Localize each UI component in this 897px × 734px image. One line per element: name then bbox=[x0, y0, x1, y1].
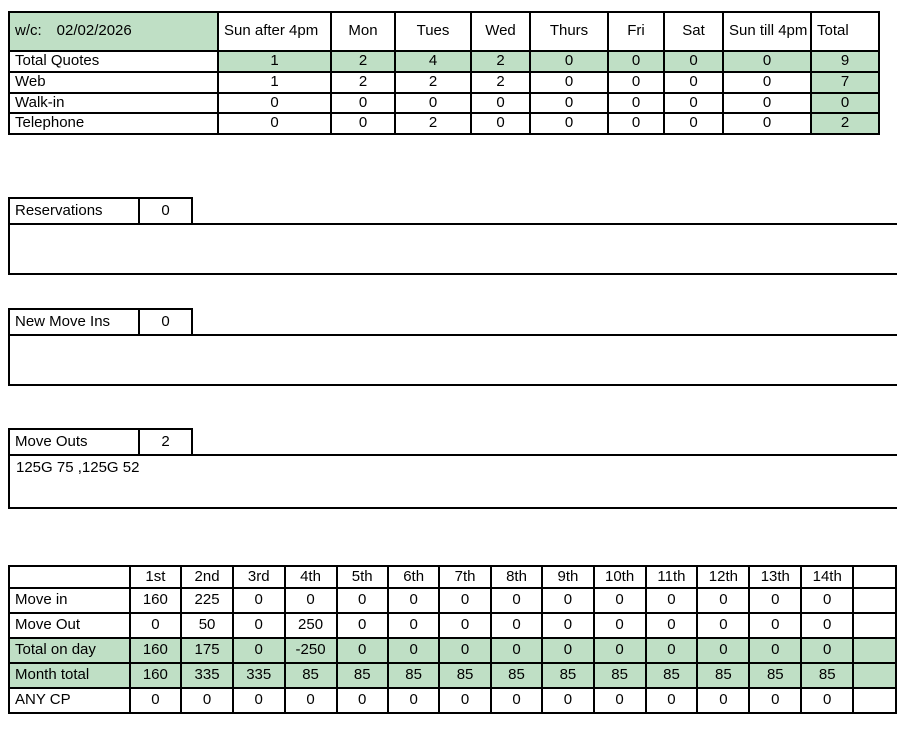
value-cell[interactable]: 160 bbox=[130, 638, 182, 663]
day-header-cell[interactable]: Tues bbox=[395, 12, 471, 51]
value-cell[interactable]: 0 bbox=[439, 613, 490, 638]
value-cell[interactable]: 0 bbox=[801, 688, 853, 713]
value-cell[interactable]: 0 bbox=[697, 588, 749, 613]
row-label-cell[interactable]: Total Quotes bbox=[9, 51, 218, 72]
value-cell[interactable]: 0 bbox=[542, 688, 593, 713]
value-cell[interactable]: 0 bbox=[664, 93, 723, 114]
move-outs-note-box[interactable]: 125G 75 ,125G 52 bbox=[8, 454, 897, 509]
value-cell[interactable]: 0 bbox=[608, 93, 664, 114]
value-cell[interactable]: 85 bbox=[388, 663, 439, 688]
value-cell[interactable]: 85 bbox=[285, 663, 337, 688]
day-number-header-cell[interactable]: 14th bbox=[801, 566, 853, 588]
month-table-row bbox=[9, 638, 896, 663]
value-cell[interactable]: 0 bbox=[530, 72, 608, 93]
month-table-row bbox=[9, 688, 896, 713]
value-cell[interactable]: 0 bbox=[530, 93, 608, 114]
day-header-cell[interactable]: Sun till 4pm bbox=[723, 12, 811, 51]
value-cell[interactable]: 0 bbox=[530, 113, 608, 134]
value-cell[interactable]: 335 bbox=[233, 663, 285, 688]
value-cell[interactable]: 0 bbox=[697, 638, 749, 663]
value-cell[interactable]: 0 bbox=[388, 613, 439, 638]
row-label-cell[interactable]: Total on day bbox=[9, 638, 130, 663]
monthly-totals-table bbox=[8, 565, 897, 714]
value-cell[interactable]: 250 bbox=[285, 613, 337, 638]
value-cell[interactable]: 0 bbox=[233, 688, 285, 713]
value-cell[interactable]: 0 bbox=[664, 113, 723, 134]
clipped-cell[interactable] bbox=[853, 613, 896, 638]
reservations-label-cell[interactable]: Reservations bbox=[9, 198, 139, 224]
value-cell[interactable]: 175 bbox=[181, 638, 233, 663]
value-cell[interactable]: 0 bbox=[491, 588, 542, 613]
value-cell[interactable]: 0 bbox=[749, 638, 801, 663]
value-cell[interactable]: 0 bbox=[337, 638, 388, 663]
reservations-count-cell[interactable]: 0 bbox=[139, 198, 192, 224]
value-cell[interactable]: 85 bbox=[337, 663, 388, 688]
value-cell[interactable]: 85 bbox=[801, 663, 853, 688]
day-header-cell[interactable]: Mon bbox=[331, 12, 395, 51]
day-number-header-cell[interactable]: 11th bbox=[646, 566, 698, 588]
value-cell[interactable]: 0 bbox=[594, 638, 646, 663]
value-cell[interactable]: 85 bbox=[594, 663, 646, 688]
value-cell[interactable]: 85 bbox=[542, 663, 593, 688]
day-header-cell[interactable]: Sun after 4pm bbox=[218, 12, 331, 51]
value-cell[interactable]: 0 bbox=[594, 688, 646, 713]
value-cell[interactable]: 1 bbox=[218, 72, 331, 93]
week-table-row bbox=[9, 93, 879, 114]
value-cell[interactable]: 0 bbox=[608, 72, 664, 93]
row-label-cell[interactable]: Walk-in bbox=[9, 93, 218, 114]
week-commencing-date: 02/02/2026 bbox=[56, 22, 132, 40]
value-cell[interactable]: 50 bbox=[181, 613, 233, 638]
value-cell[interactable]: 0 bbox=[594, 613, 646, 638]
value-cell[interactable]: 0 bbox=[608, 51, 664, 72]
value-cell[interactable]: 0 bbox=[439, 588, 490, 613]
weekly-quotes-table bbox=[8, 11, 880, 135]
value-cell[interactable]: 0 bbox=[697, 613, 749, 638]
day-number-header-cell[interactable]: 6th bbox=[388, 566, 439, 588]
row-label-cell[interactable]: Move Out bbox=[9, 613, 130, 638]
value-cell[interactable]: 2 bbox=[331, 51, 395, 72]
reservations-count-row bbox=[9, 198, 192, 224]
day-number-header-cell[interactable]: 12th bbox=[697, 566, 749, 588]
clipped-cell[interactable] bbox=[853, 663, 896, 688]
value-cell[interactable]: 0 bbox=[285, 688, 337, 713]
day-number-header-cell[interactable]: 13th bbox=[749, 566, 801, 588]
value-cell[interactable]: 0 bbox=[646, 588, 698, 613]
value-cell[interactable]: 0 bbox=[233, 638, 285, 663]
clipped-cell[interactable] bbox=[853, 688, 896, 713]
value-cell[interactable]: 2 bbox=[395, 72, 471, 93]
month-header-row bbox=[9, 566, 896, 588]
value-cell[interactable]: 0 bbox=[471, 113, 530, 134]
value-cell[interactable]: 0 bbox=[723, 51, 811, 72]
day-header-cell[interactable]: Wed bbox=[471, 12, 530, 51]
move-outs-count-cell[interactable]: 2 bbox=[139, 429, 192, 455]
value-cell[interactable]: 0 bbox=[608, 113, 664, 134]
value-cell[interactable]: 85 bbox=[646, 663, 698, 688]
month-table-row bbox=[9, 663, 896, 688]
value-cell[interactable]: 0 bbox=[181, 688, 233, 713]
value-cell[interactable]: 0 bbox=[439, 688, 490, 713]
clipped-cell[interactable] bbox=[853, 588, 896, 613]
value-cell[interactable]: 0 bbox=[491, 613, 542, 638]
month-table-row bbox=[9, 613, 896, 638]
day-number-header-cell[interactable]: 3rd bbox=[233, 566, 285, 588]
value-cell[interactable]: 0 bbox=[388, 638, 439, 663]
value-cell[interactable]: 0 bbox=[439, 638, 490, 663]
row-label-cell[interactable]: ANY CP bbox=[9, 688, 130, 713]
day-number-header-cell[interactable]: 1st bbox=[130, 566, 182, 588]
move-outs-label-cell[interactable]: Move Outs bbox=[9, 429, 139, 455]
value-cell[interactable]: 0 bbox=[491, 638, 542, 663]
new-move-ins-section bbox=[8, 308, 897, 386]
day-number-header-cell[interactable]: 4th bbox=[285, 566, 337, 588]
reservations-section bbox=[8, 197, 897, 275]
value-cell[interactable]: 0 bbox=[130, 688, 182, 713]
value-cell[interactable]: 0 bbox=[395, 93, 471, 114]
row-label-cell[interactable]: Move in bbox=[9, 588, 130, 613]
value-cell[interactable]: 0 bbox=[337, 688, 388, 713]
value-cell[interactable]: 0 bbox=[723, 93, 811, 114]
value-cell[interactable]: 0 bbox=[811, 93, 879, 114]
value-cell[interactable]: 9 bbox=[811, 51, 879, 72]
month-table-row bbox=[9, 588, 896, 613]
day-number-header-cell[interactable]: 9th bbox=[542, 566, 593, 588]
value-cell[interactable]: 160 bbox=[130, 663, 182, 688]
value-cell[interactable]: 0 bbox=[542, 613, 593, 638]
clipped-cell[interactable] bbox=[853, 638, 896, 663]
week-table-row bbox=[9, 72, 879, 93]
value-cell[interactable]: 0 bbox=[749, 613, 801, 638]
value-cell[interactable]: 0 bbox=[337, 613, 388, 638]
value-cell[interactable]: 0 bbox=[697, 688, 749, 713]
day-header-cell[interactable]: Sat bbox=[664, 12, 723, 51]
value-cell[interactable]: 0 bbox=[801, 613, 853, 638]
new-move-ins-label-cell[interactable]: New Move Ins bbox=[9, 309, 139, 335]
week-commencing-label: w/c: bbox=[15, 22, 42, 40]
value-cell[interactable]: 2 bbox=[471, 51, 530, 72]
new-move-ins-count-cell[interactable]: 0 bbox=[139, 309, 192, 335]
value-cell[interactable]: 160 bbox=[130, 588, 182, 613]
value-cell[interactable]: 0 bbox=[233, 613, 285, 638]
reservations-note-box[interactable] bbox=[8, 223, 897, 275]
value-cell[interactable]: 0 bbox=[646, 613, 698, 638]
week-commencing-cell[interactable] bbox=[9, 12, 218, 51]
value-cell[interactable]: 1 bbox=[218, 51, 331, 72]
row-label-cell[interactable]: Telephone bbox=[9, 113, 218, 134]
move-outs-count-row bbox=[9, 429, 192, 455]
value-cell[interactable]: 0 bbox=[542, 638, 593, 663]
value-cell[interactable]: 225 bbox=[181, 588, 233, 613]
value-cell[interactable]: 0 bbox=[801, 588, 853, 613]
value-cell[interactable]: 0 bbox=[130, 613, 182, 638]
new-move-ins-count-row bbox=[9, 309, 192, 335]
day-header-cell[interactable]: Total bbox=[811, 12, 879, 51]
row-label-cell[interactable]: Web bbox=[9, 72, 218, 93]
value-cell[interactable]: 335 bbox=[181, 663, 233, 688]
value-cell[interactable]: 0 bbox=[801, 638, 853, 663]
move-outs-section bbox=[8, 428, 897, 509]
day-header-cell[interactable]: Fri bbox=[608, 12, 664, 51]
value-cell[interactable]: 4 bbox=[395, 51, 471, 72]
value-cell[interactable]: 0 bbox=[233, 588, 285, 613]
value-cell[interactable]: 0 bbox=[331, 113, 395, 134]
value-cell[interactable]: 0 bbox=[218, 93, 331, 114]
day-number-header-cell[interactable]: 5th bbox=[337, 566, 388, 588]
value-cell[interactable]: 0 bbox=[491, 688, 542, 713]
value-cell[interactable]: 0 bbox=[646, 688, 698, 713]
value-cell[interactable]: 85 bbox=[749, 663, 801, 688]
value-cell[interactable]: 2 bbox=[395, 113, 471, 134]
new-move-ins-note-box[interactable] bbox=[8, 334, 897, 386]
reservations-count-table bbox=[8, 197, 193, 225]
day-number-header-cell[interactable]: 2nd bbox=[181, 566, 233, 588]
clipped-header-cell[interactable] bbox=[853, 566, 896, 588]
value-cell[interactable]: 0 bbox=[664, 72, 723, 93]
value-cell[interactable]: 0 bbox=[723, 72, 811, 93]
value-cell[interactable]: 0 bbox=[723, 113, 811, 134]
value-cell[interactable]: 0 bbox=[285, 588, 337, 613]
value-cell[interactable]: 0 bbox=[471, 93, 530, 114]
day-number-header-cell[interactable]: 8th bbox=[491, 566, 542, 588]
day-number-header-cell[interactable]: 7th bbox=[439, 566, 490, 588]
move-outs-count-table bbox=[8, 428, 193, 456]
value-cell[interactable]: 2 bbox=[331, 72, 395, 93]
new-move-ins-count-table bbox=[8, 308, 193, 336]
value-cell[interactable]: 0 bbox=[388, 688, 439, 713]
value-cell[interactable]: 0 bbox=[594, 588, 646, 613]
value-cell[interactable]: 0 bbox=[218, 113, 331, 134]
value-cell[interactable]: 0 bbox=[337, 588, 388, 613]
value-cell[interactable]: 0 bbox=[749, 688, 801, 713]
value-cell[interactable]: 0 bbox=[542, 588, 593, 613]
value-cell[interactable]: 0 bbox=[646, 638, 698, 663]
value-cell[interactable]: 85 bbox=[439, 663, 490, 688]
monthly-totals-wrap bbox=[8, 565, 897, 728]
value-cell[interactable]: -250 bbox=[285, 638, 337, 663]
value-cell[interactable]: 0 bbox=[664, 51, 723, 72]
value-cell[interactable]: 85 bbox=[697, 663, 749, 688]
week-table-row bbox=[9, 113, 879, 134]
value-cell[interactable]: 7 bbox=[811, 72, 879, 93]
value-cell[interactable]: 0 bbox=[749, 588, 801, 613]
value-cell[interactable]: 0 bbox=[530, 51, 608, 72]
value-cell[interactable]: 2 bbox=[471, 72, 530, 93]
week-table-row bbox=[9, 51, 879, 72]
day-number-header-cell[interactable]: 10th bbox=[594, 566, 646, 588]
value-cell[interactable]: 0 bbox=[331, 93, 395, 114]
month-corner-cell[interactable] bbox=[9, 566, 130, 588]
week-header-row bbox=[9, 12, 879, 51]
value-cell[interactable]: 85 bbox=[491, 663, 542, 688]
day-header-cell[interactable]: Thurs bbox=[530, 12, 608, 51]
value-cell[interactable]: 2 bbox=[811, 113, 879, 134]
value-cell[interactable]: 0 bbox=[388, 588, 439, 613]
row-label-cell[interactable]: Month total bbox=[9, 663, 130, 688]
